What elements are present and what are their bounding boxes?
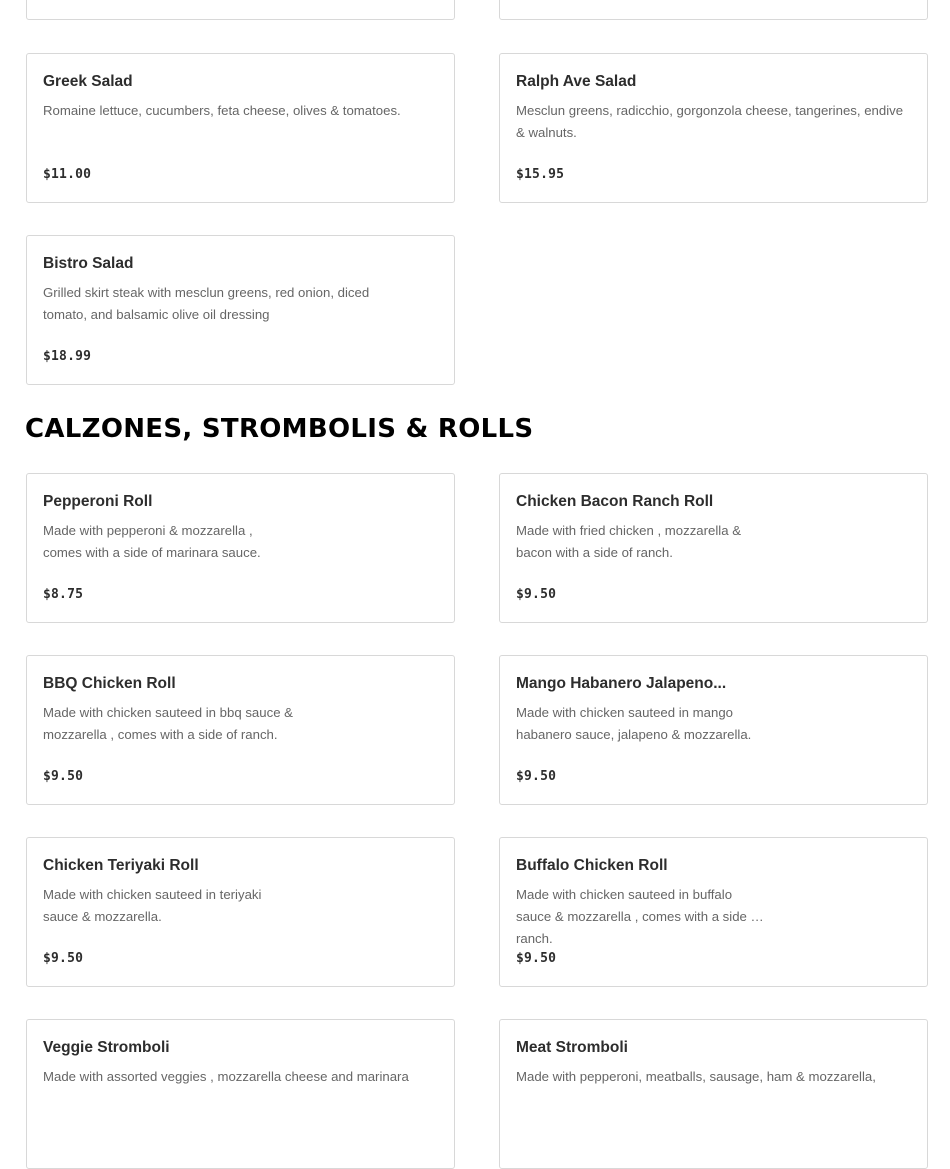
menu-item-card[interactable] <box>26 1019 455 1169</box>
menu-item-card[interactable] <box>26 473 455 623</box>
menu-item-card[interactable] <box>499 1019 928 1169</box>
menu-item-description: Made with pepperoni & mozzarella , comes with a side of marinara sauce. <box>43 523 261 560</box>
menu-item-name: Meat Stromboli <box>516 1039 628 1056</box>
menu-item-card[interactable] <box>26 837 455 987</box>
menu-item-card[interactable] <box>499 837 928 987</box>
menu-item-card[interactable] <box>499 473 928 623</box>
menu-item-price: $9.50 <box>43 951 84 966</box>
menu-item-price: $9.50 <box>516 951 557 966</box>
menu-item-name: Mango Habanero Jalapeno... <box>516 675 727 692</box>
menu-item-description: Made with pepperoni, meatballs, sausage, ham & mozzarella, <box>516 1069 876 1084</box>
menu-item-name: Chicken Teriyaki Roll <box>43 857 199 874</box>
menu-item-card-partial[interactable] <box>26 0 455 20</box>
menu-item-card-partial[interactable] <box>499 0 928 20</box>
menu-item-name: Greek Salad <box>43 73 133 90</box>
section-title: CALZONES, STROMBOLIS & ROLLS <box>25 414 534 444</box>
menu-item-name: Pepperoni Roll <box>43 493 153 510</box>
menu-item-description: Made with assorted veggies , mozzarella cheese and marinara <box>43 1069 409 1084</box>
menu-item-price: $8.75 <box>43 587 84 602</box>
menu-item-card[interactable] <box>26 53 455 203</box>
menu-item-description: Made with chicken sauteed in buffalo sauce & mozzarella , comes with a side of ranch. <box>516 887 762 946</box>
menu-item-description: Made with chicken sauteed in teriyaki sauce & mozzarella. <box>43 887 262 924</box>
menu-item-price: $11.00 <box>43 167 92 182</box>
menu-item-description: Made with fried chicken , mozzarella & bacon with a side of ranch. <box>516 523 742 560</box>
menu-item-description: Made with chicken sauteed in bbq sauce & mozzarella , comes with a side of ranch. <box>43 705 293 742</box>
menu-item-name: Buffalo Chicken Roll <box>516 857 668 874</box>
menu-item-card[interactable] <box>499 655 928 805</box>
menu-item-name: Bistro Salad <box>43 255 134 272</box>
menu-item-description: Made with chicken sauteed in mango habanero sauce, jalapeno & mozzarella. <box>516 705 752 742</box>
menu-item-price: $15.95 <box>516 167 565 182</box>
menu-item-price: $9.50 <box>516 769 557 784</box>
menu-item-card[interactable] <box>26 655 455 805</box>
menu-item-name: BBQ Chicken Roll <box>43 675 176 692</box>
menu-item-name: Veggie Stromboli <box>43 1039 170 1056</box>
menu-item-name: Ralph Ave Salad <box>516 73 637 90</box>
menu-item-description: Romaine lettuce, cucumbers, feta cheese, olives & tomatoes. <box>43 103 401 118</box>
menu-item-card[interactable] <box>499 53 928 203</box>
menu-item-price: $9.50 <box>516 587 557 602</box>
menu-item-card[interactable] <box>26 235 455 385</box>
menu-item-price: $9.50 <box>43 769 84 784</box>
menu-item-name: Chicken Bacon Ranch Roll <box>516 493 714 510</box>
menu-item-description: Mesclun greens, radicchio, gorgonzola cheese, tangerines, endive & walnuts. <box>516 103 904 140</box>
menu-item-description: Grilled skirt steak with mesclun greens, red onion, diced tomato, and balsamic olive oil dressing <box>43 285 370 322</box>
menu-item-price: $18.99 <box>43 349 92 364</box>
